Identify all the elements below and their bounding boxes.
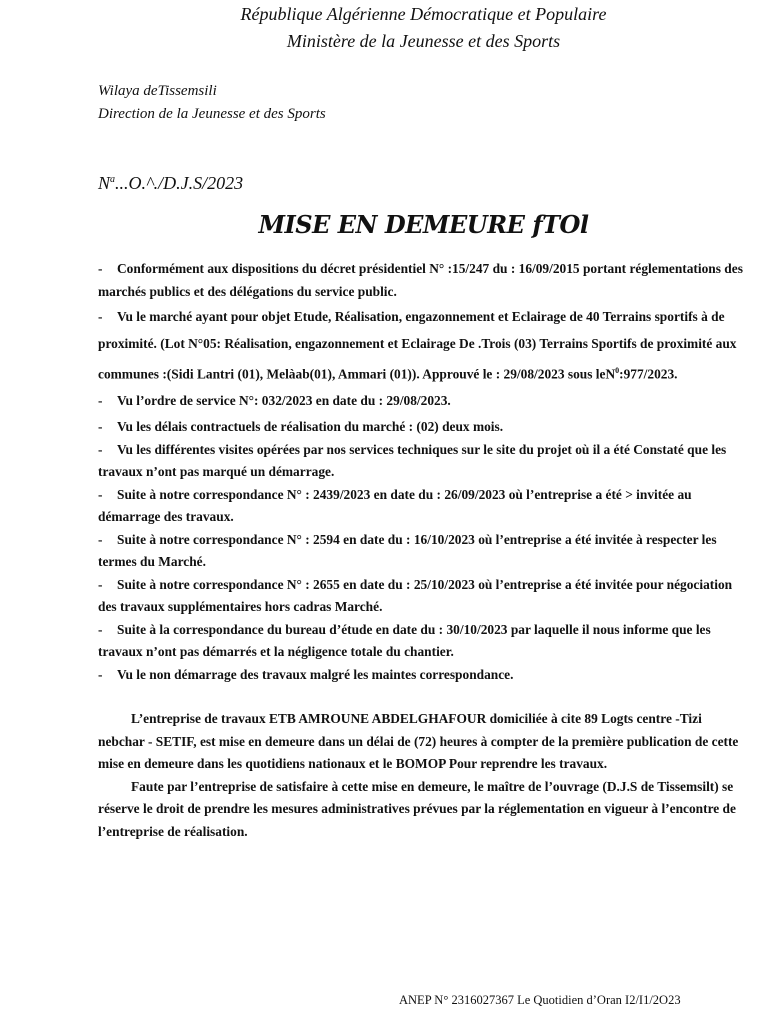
item-dash: - — [98, 393, 103, 409]
paragraph-consequence: Faute par l’entreprise de satisfaire à cette mise en demeure, le maître de l’ouvrage (D.J.S de Tissemsilt) se réserve le droit de prendre les mesures administratives prévues par la réglementation en vigueur à l’encontre de l’entreprise de réalisation. — [98, 778, 736, 839]
item-text: Vu le non démarrage des travaux malgré les maintes correspondance. — [117, 666, 514, 682]
item-text: Vu le marché ayant pour objet Etude, Réalisation, engazonnement et Eclairage de 40 Terrains sportifs à de proximité. (Lot N°05: Réalisation, engazonnement et Eclairage De .Trois (03) Terrains Sportifs de proximité aux communes :(Sidi Lantri (01), Melàab(01), Ammari (01)). Approuvé le : 29/08/2023 sous leN — [98, 309, 737, 382]
item-dash: - — [98, 666, 103, 682]
item-dash: - — [98, 261, 103, 276]
item-tail: :977/2023. — [619, 366, 678, 382]
wilaya-name: Wilaya deTissemsili — [98, 83, 217, 99]
reference-number — [98, 173, 243, 194]
item-superscript: 0 — [615, 366, 620, 375]
item-text: Vu les délais contractuels de réalisation du marché : (02) deux mois. — [117, 419, 504, 435]
item-dash: - — [98, 309, 103, 324]
item-dash: - — [98, 441, 103, 457]
item-text: Conformément aux dispositions du décret présidentiel N° :15/247 du : 16/09/2015 portant réglementations des marchés publics et des délégations du service public. — [98, 261, 743, 299]
list-item — [98, 303, 748, 387]
item-dash: - — [98, 531, 103, 547]
item-text: Suite à notre correspondance N° : 2439/2023 en date du : 26/09/2023 où l’entreprise a été > invitée au démarrage des travaux. — [98, 486, 692, 525]
list-item — [98, 439, 748, 484]
list-item — [98, 484, 748, 529]
paragraph-notice: L’entreprise de travaux ETB AMROUNE ABDELGHAFOUR domiciliée à cite 89 Logts centre -Tizi nebchar - SETIF, est mise en demeure dans un délai de (72) heures à compter de la première publication de cette mise en demeure dans les quotidiens nationaux et le BOMOP Pour reprendre les travaux. — [98, 711, 739, 772]
reference-prefix: N — [98, 173, 111, 193]
item-text: Suite à la correspondance du bureau d’étude en date du : 30/10/2023 par laquelle il nous informe que les travaux n’ont pas démarrés et la négligence totale du chantier. — [98, 621, 711, 660]
list-item — [98, 529, 748, 574]
item-dash: - — [98, 621, 103, 637]
item-text: Suite à notre correspondance N° : 2594 en date du : 16/10/2023 où l’entreprise a été invitée à respecter les termes du Marché. — [98, 531, 717, 570]
item-dash: - — [98, 576, 103, 592]
publication-footer: ANEP N° 2316027367 Le Quotidien d’Oran I2/I1/2O23 — [399, 993, 681, 1007]
document-title: MISE EN DEMEURE fTOl — [258, 210, 589, 239]
item-text: Vu l’ordre de service N°: 032/2023 en date du : 29/08/2023. — [117, 393, 451, 409]
item-dash: - — [98, 486, 103, 502]
list-item — [98, 258, 748, 303]
list-item — [98, 664, 748, 687]
direction-name: Direction de la Jeunesse et des Sports — [98, 106, 326, 122]
reference-rest: ...O.^./D.J.S/2023 — [115, 173, 244, 193]
list-item — [98, 387, 748, 414]
item-text: Suite à notre correspondance N° : 2655 en date du : 25/10/2023 où l’entreprise a été invitée pour négociation des travaux supplémentaires hors cadras Marché. — [98, 576, 733, 615]
item-text: Vu les différentes visites opérées par nos services techniques sur le site du projet où il a été Constaté que les travaux n’ont pas marqué un démarrage. — [98, 441, 727, 480]
list-item — [98, 619, 748, 664]
list-item — [98, 574, 748, 619]
header-ministry: Ministère de la Jeunesse et des Sports — [286, 31, 561, 51]
document-body — [98, 258, 748, 843]
header-republic: République Algérienne Démocratique et Populaire — [240, 4, 607, 24]
reference-superscript: a — [110, 174, 116, 185]
item-dash: - — [98, 419, 103, 435]
list-item — [98, 416, 748, 439]
